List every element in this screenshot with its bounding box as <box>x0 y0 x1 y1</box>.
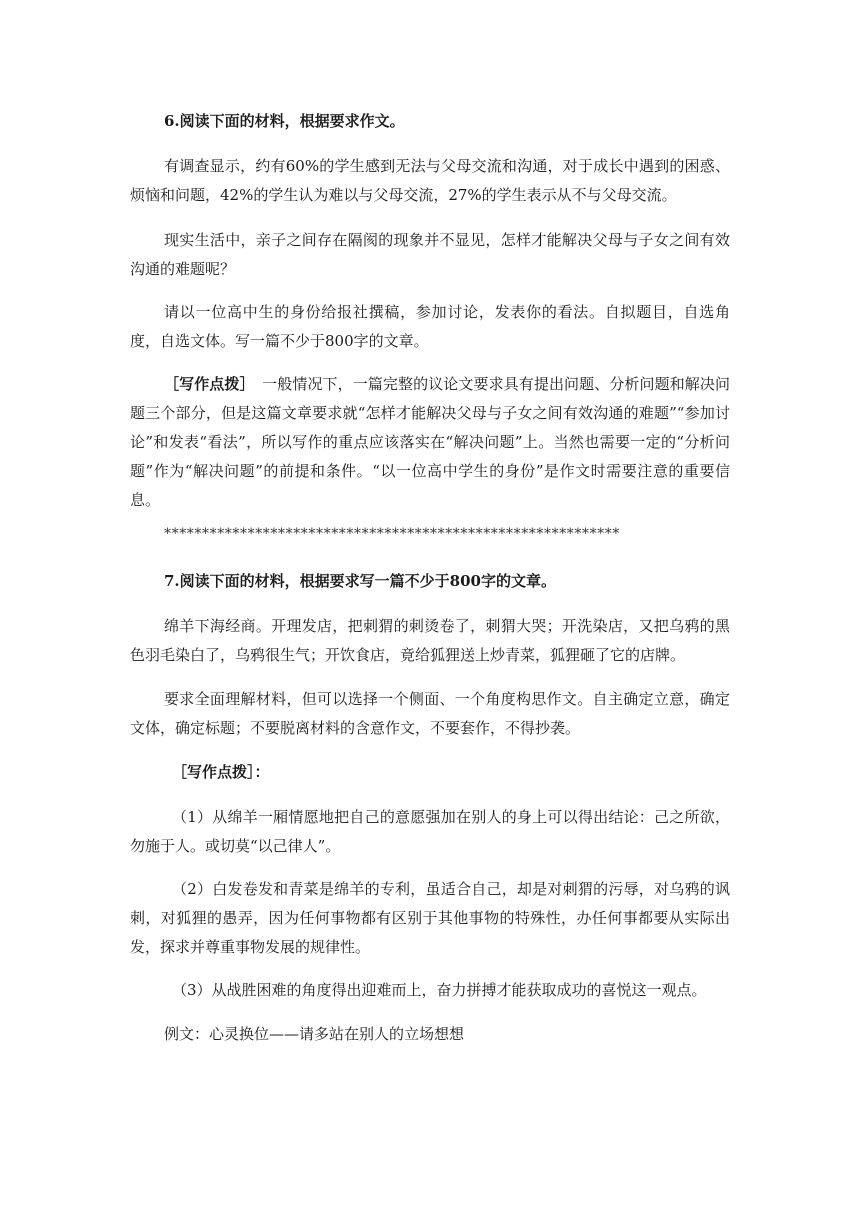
writing-tip-item-1: （1）从绵羊一厢情愿地把自己的意愿强加在别人的身上可以得出结论：己之所欲，勿施于人。或切莫“以己律人”。 <box>130 808 730 855</box>
writing-tip-item-3: （3）从战胜困难的角度得出迎难而上，奋力拼搏才能获取成功的喜悦这一观点。 <box>172 981 707 999</box>
writing-tip-label: ［写作点拨］ <box>164 375 248 393</box>
writing-tip-item-2: （2）白发卷发和青菜是绵羊的专利，虽适合自己，却是对刺猬的污辱，对乌鸦的讽刺，对狐狸的愚弄，因为任何事物都有区别于其他事物的特殊性，办任何事都要从实际出发，探求并尊重事物发展的规律性。 <box>130 880 730 956</box>
question-6-survey-paragraph: 有调查显示，约有60%的学生感到无法与父母交流和沟通，对于成长中遇到的困惑、烦恼和问题，42%的学生认为难以与父母交流，27%的学生表示从不与父母交流。 <box>130 157 730 204</box>
question-7-material-paragraph: 绵羊下海经商。开理发店，把刺猬的刺烫卷了，刺猬大哭；开洗染店，又把乌鸦的黑色羽毛染白了，乌鸦很生气；开饮食店，竟给狐狸送上炒青菜，狐狸砸了它的店牌。 <box>130 617 730 664</box>
question-6-reality-paragraph: 现实生活中，亲子之间存在隔阂的现象并不显见，怎样才能解决父母与子女之间有效沟通的难题呢？ <box>130 231 730 278</box>
example-essay-title: 例文：心灵换位——请多站在别人的立场想想 <box>164 1025 465 1043</box>
question-7-requirement-paragraph: 要求全面理解材料，但可以选择一个侧面、一个角度构思作文。自主确定立意，确定文体，确定标题；不要脱离材料的含意作文，不要套作，不得抄袭。 <box>130 690 730 737</box>
question-6-requirement-paragraph: 请以一位高中生的身份给报社撰稿，参加讨论，发表你的看法。自拟题目，自选角度，自选文体。写一篇不少于800字的文章。 <box>130 303 730 350</box>
question-7-heading: 7.阅读下面的材料，根据要求写一篇不少于800字的文章。 <box>164 572 556 590</box>
question-6-writing-tip <box>130 370 730 515</box>
question-7-writing-tip-label: ［写作点拨］： <box>172 763 270 781</box>
writing-tip-text: 一般情况下，一篇完整的议论文要求具有提出问题、分析问题和解决问题三个部分，但是这篇文章要求就“怎样才能解决父母与子女之间有效沟通的难题”“参加讨论”和发表“看法”，所以写作的重点应该落实在“解决问题”上。当然也需要一定的“分析问题”作为“解决问题”的前提和条件。“以一位高中学生的身份”是作文时需要注意的重要信息。 <box>130 375 730 509</box>
question-6-heading: 6.阅读下面的材料，根据要求作文。 <box>164 112 405 130</box>
section-separator: ************************************************************ <box>164 526 620 542</box>
